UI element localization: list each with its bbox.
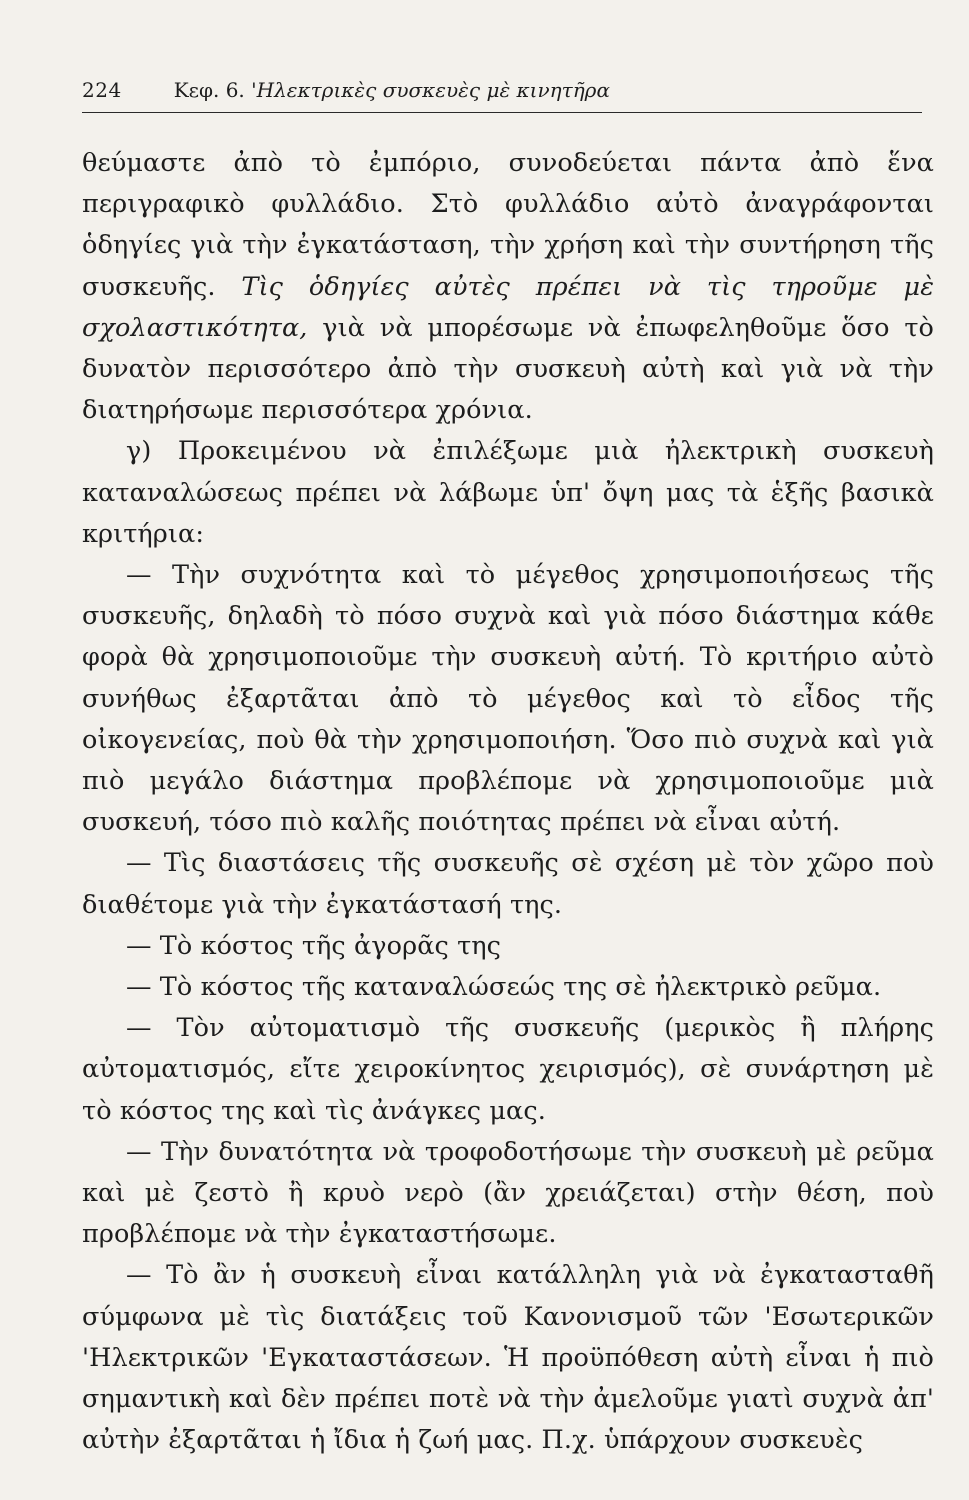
criterion-regulations: — Τὸ ἂν ἡ συσκευὴ εἶναι κατάλληλη γιὰ νὰ ἐγκατασταθῆ σύμφωνα μὲ τὶς διατάξεις τοῦ Κανονισμοῦ τῶν 'Εσωτερικῶν 'Ηλεκτρικῶν 'Εγκαταστάσεων. Ἡ προϋπόθεση αὐτὴ εἶναι ἡ πιὸ σημαντικὴ καὶ δὲν πρέπει ποτὲ νὰ τὴν ἀμελοῦμε γιατὶ συχνὰ ἀπ' αὐτὴν ἐξαρτᾶται ἡ ἴδια ἡ ζωή μας. Π.χ. ὑπάρχουν συσκευὲς: [82, 1260, 934, 1456]
paragraph-1: [82, 143, 934, 431]
paragraph-1-emphasis: Τὶς ὁδηγίες αὐτὲς πρέπει νὰ τὶς τηροῦμε μὲ σχολαστικότητα,: [82, 271, 934, 343]
page-body: [82, 143, 934, 1462]
running-header: [82, 78, 922, 113]
criterion-dimensions: — Τὶς διαστάσεις τῆς συσκευῆς σὲ σχέση μὲ τὸν χῶρο ποὺ διαθέτομε γιὰ τὴν ἐγκατάστασή της.: [82, 848, 934, 920]
criterion-automation: — Τὸν αὐτοματισμὸ τῆς συσκευῆς (μερικὸς ἢ πλήρης αὐτοματισμός, εἴτε χειροκίνητος χειρισμός), σὲ συνάρτηση μὲ τὸ κόστος της καὶ τὶς ἀνάγκες μας.: [82, 1013, 934, 1126]
chapter-title: 'Ηλεκτρικὲς συσκευὲς μὲ κινητῆρα: [251, 78, 610, 102]
chapter-label: Κεφ. 6.: [173, 78, 245, 102]
paragraph-2: γ) Προκειμένου νὰ ἐπιλέξωμε μιὰ ἠλεκτρικὴ συσκευὴ καταναλώσεως πρέπει νὰ λάβωμε ὑπ' ὄψη μας τὰ ἑξῆς βασικὰ κριτήρια:: [82, 436, 934, 549]
criterion-power-water-supply: — Τὴν δυνατότητα νὰ τροφοδοτήσωμε τὴν συσκευὴ μὲ ρεῦμα καὶ μὲ ζεστὸ ἢ κρυὸ νερὸ (ἂν χρειάζεται) στὴν θέση, ποὺ προβλέπομε νὰ τὴν ἐγκαταστήσωμε.: [82, 1136, 934, 1250]
criterion-consumption-cost: — Τὸ κόστος τῆς καταναλώσεώς της σὲ ἠλεκτρικὸ ρεῦμα.: [126, 972, 882, 1003]
page-number: 224: [82, 78, 122, 102]
paragraph-1-part-c: γιὰ νὰ μπορέσωμε νὰ ἐπωφεληθοῦμε ὅσο τὸ δυνατὸν περισσότερο ἀπὸ τὴν συσκευὴ αὐτὴ καὶ γιὰ νὰ τὴν διατηρήσωμε περισσότερα χρόνια.: [82, 312, 934, 426]
criterion-purchase-cost: — Τὸ κόστος τῆς ἀγορᾶς της: [126, 930, 502, 961]
criterion-frequency: — Τὴν συχνότητα καὶ τὸ μέγεθος χρησιμοποιήσεως τῆς συσκευῆς, δηλαδὴ τὸ πόσο συχνὰ καὶ γιὰ πόσο διάστημα κάθε φορὰ θὰ χρησιμοποιοῦμε τὴν συσκευὴ αὐτή. Τὸ κριτήριο αὐτὸ συνήθως ἐξαρτᾶται ἀπὸ τὸ μέγεθος καὶ τὸ εἶδος τῆς οἰκογενείας, ποὺ θὰ τὴν χρησιμοποιήση. Ὅσο πιὸ συχνὰ καὶ γιὰ πιὸ μεγάλο διάστημα προβλέπομε νὰ χρησιμοποιοῦμε μιὰ συσκευή, τόσο πιὸ καλῆς ποιότητας πρέπει νὰ εἶναι αὐτή.: [82, 560, 934, 838]
paragraph-1-part-a: θεύμαστε ἀπὸ τὸ ἐμπόριο, συνοδεύεται πάντα ἀπὸ ἕνα περιγραφικὸ φυλλάδιο. Στὸ φυλλάδιο αὐτὸ ἀναγράφονται ὁδηγίες γιὰ τὴν ἐγκατάσταση, τὴν χρήση καὶ τὴν συντήρηση τῆς συσκευῆς.: [82, 148, 934, 302]
